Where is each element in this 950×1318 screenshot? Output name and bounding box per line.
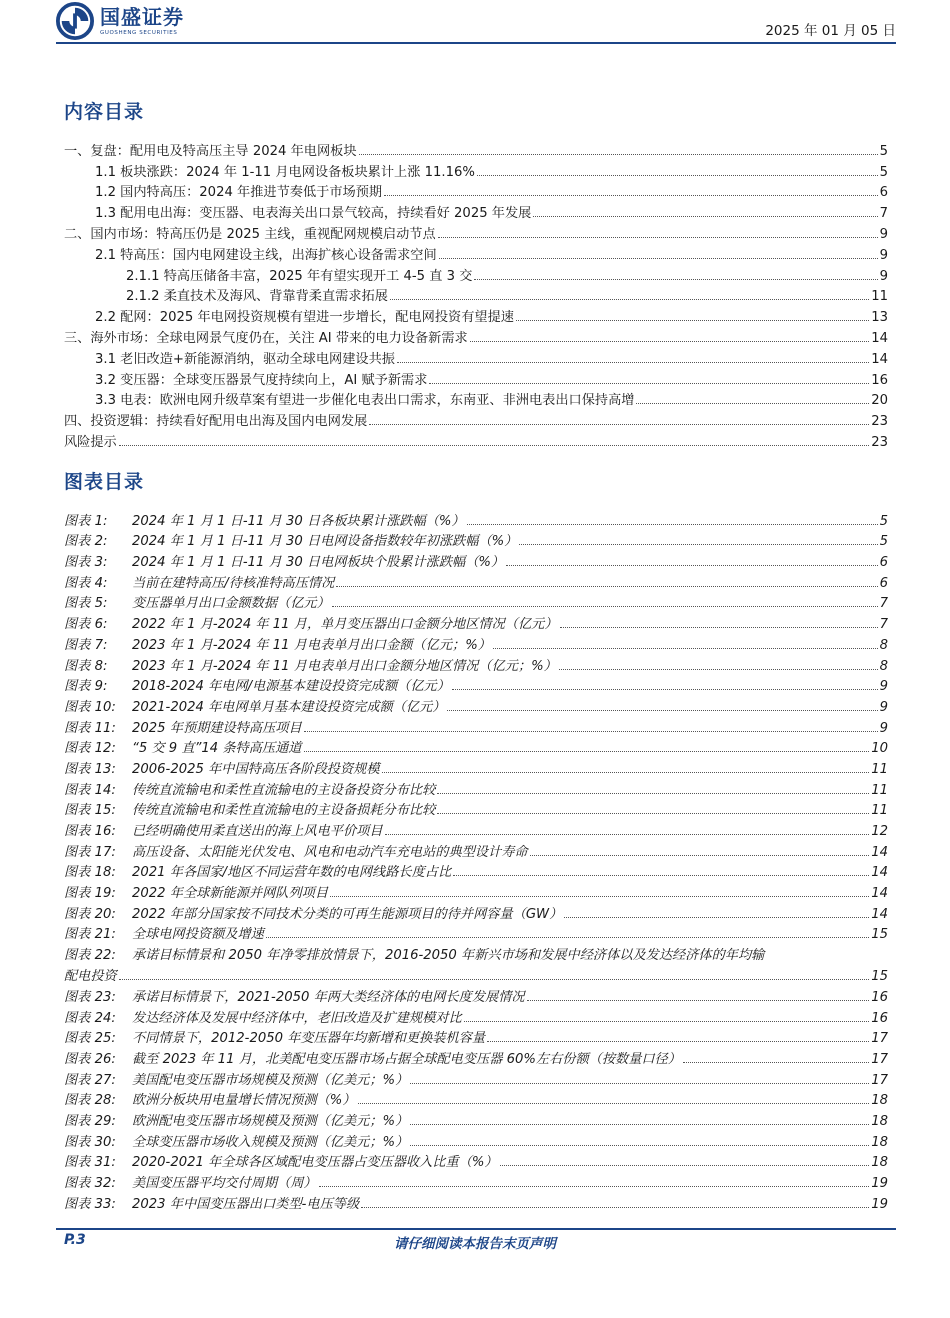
dot-leader (390, 299, 869, 300)
toc-entry-text: 2.1.2 柔直技术及海风、背靠背柔直需求拓展 (126, 289, 388, 305)
figure-entry-text: “5 交 9 直”14 条特高压通道 (132, 741, 302, 757)
dot-leader (453, 875, 869, 876)
figure-entry-text: 传统直流输电和柔性直流输电的主设备投资分布比较 (132, 782, 436, 798)
figure-entry[interactable] (64, 1108, 888, 1129)
toc-entry-page: 20 (871, 393, 888, 409)
toc-entry-text: 二、国内市场：特高压仍是 2025 主线，重视配网规模启动节点 (64, 226, 436, 242)
figure-entry-page: 5 (879, 534, 888, 550)
dot-leader (464, 1021, 870, 1022)
figure-entry-label: 图表 2: (64, 534, 108, 550)
figure-entry-page: 8 (879, 658, 888, 674)
figure-entry[interactable] (64, 880, 888, 901)
figure-entry-text: 2025 年预期建设特高压项目 (132, 720, 302, 736)
dot-leader (506, 565, 878, 566)
figure-entry-text: 全球变压器市场收入规模及预测（亿美元；%） (132, 1134, 409, 1150)
figure-entry-text: 全球电网投资额及增速 (132, 927, 264, 943)
figure-entry-page: 11 (871, 803, 888, 819)
figure-entry-label: 图表 14: (64, 782, 116, 798)
figure-entry-page: 18 (871, 1134, 888, 1150)
figure-entry-text: 2023 年 1 月-2024 年 11 月电表单月出口金额（亿元；%） (132, 637, 491, 653)
header-divider (56, 42, 896, 44)
figure-entry-text: 2023 年中国变压器出口类型-电压等级 (132, 1196, 360, 1212)
figure-entry[interactable] (64, 653, 888, 674)
dot-leader (119, 445, 869, 446)
figure-entry-text: 2023 年 1 月-2024 年 11 月电表单月出口金额分地区情况（亿元；%） (132, 658, 557, 674)
figure-entry-page: 6 (879, 575, 888, 591)
dot-leader (410, 1145, 869, 1146)
figure-entry-text: 已经明确使用柔直送出的海上风电平价项目 (132, 824, 383, 839)
toc-entry-text: 一、复盘：配用电及特高压主导 2024 年电网板块 (64, 143, 357, 159)
figure-entry-page: 18 (871, 1093, 888, 1109)
toc-entry[interactable] (64, 138, 888, 159)
figure-entry-page: 18 (871, 1113, 888, 1129)
dot-leader (336, 586, 877, 587)
figure-entry[interactable] (64, 756, 888, 777)
figure-entry-page: 7 (879, 617, 888, 633)
figure-entry[interactable] (64, 839, 888, 860)
footer-divider (56, 1228, 896, 1230)
figure-entry-label: 图表 5: (64, 596, 108, 612)
figure-entry[interactable] (64, 1150, 888, 1171)
toc-entry-page: 9 (879, 268, 888, 284)
toc-entry-page: 7 (879, 206, 888, 222)
figure-entry-page: 14 (871, 906, 888, 922)
figure-entry-label: 图表 32: (64, 1176, 116, 1191)
logo-english-name: GUOSHENG SECURITIES (100, 30, 178, 36)
figure-entry-page: 10 (871, 741, 888, 757)
toc-entry-text: 1.2 国内特高压：2024 年推进节奏低于市场预期 (95, 185, 383, 201)
dot-leader (447, 710, 877, 711)
figure-entry-label: 图表 25: (64, 1031, 116, 1047)
toc-entry-text: 3.2 变压器：全球变压器景气度持续向上，AI 赋予新需求 (95, 372, 428, 388)
toc-entry-text: 2.2 配网：2025 年电网投资规模有望进一步增长，配电网投资有望提速 (95, 310, 514, 326)
figure-entry[interactable] (64, 1088, 888, 1109)
figure-entry-text: 2024 年 1 月 1 日-11 月 30 日电网设备指数较年初涨跌幅（%） (132, 534, 518, 550)
figure-entry[interactable] (64, 674, 888, 695)
toc-entry[interactable] (64, 367, 888, 388)
guosheng-logo-icon (56, 2, 94, 40)
figure-entry-text: 截至 2023 年 11 月，北美配电变压器市场占据全球配电变压器 60%左右份额（按数量口径） (132, 1051, 681, 1067)
dot-leader (452, 689, 878, 690)
figure-entry[interactable] (64, 529, 888, 550)
dot-leader (438, 237, 878, 238)
figure-entry-label: 图表 9: (64, 679, 108, 695)
figure-entry[interactable] (64, 694, 888, 715)
figure-entry-label: 图表 26: (64, 1051, 116, 1067)
page-header (56, 0, 896, 44)
dot-leader (119, 979, 869, 980)
dot-leader (397, 362, 869, 363)
figure-entry[interactable] (64, 1170, 888, 1191)
figure-entry-label: 图表 33: (64, 1196, 116, 1212)
dot-leader (410, 1083, 869, 1084)
figure-entry-label: 图表 23: (64, 989, 116, 1005)
dot-leader (358, 1103, 870, 1104)
toc-entry-page: 5 (879, 164, 888, 180)
figure-entry-label: 图表 30: (64, 1134, 116, 1150)
figure-entry-text: 2018-2024 年电网/电源基本建设投资完成额（亿元） (132, 679, 450, 695)
toc-entry-page: 14 (871, 351, 888, 367)
toc-entry[interactable] (64, 159, 888, 180)
figure-entry-text: 2024 年 1 月 1 日-11 月 30 日电网板块个股累计涨跌幅（%） (132, 555, 505, 571)
logo (56, 2, 184, 40)
figure-entry[interactable] (64, 508, 888, 529)
figure-entry[interactable] (64, 1129, 888, 1150)
page-number: P.3 (64, 1232, 86, 1248)
figure-entry[interactable] (64, 715, 888, 736)
figure-entry-page: 19 (871, 1176, 888, 1191)
figure-entry-page: 15 (871, 969, 888, 985)
dot-leader (467, 524, 878, 525)
figure-entry-page: 16 (871, 1010, 888, 1026)
report-date: 2025 年 01 月 05 日 (765, 23, 896, 39)
toc-entry-text: 3.1 老旧改造+新能源消纳，驱动全球电网建设共振 (95, 351, 395, 367)
figure-entry-text: 高压设备、太阳能光伏发电、风电和电动汽车充电站的典型设计寿命 (132, 844, 528, 860)
figure-entry[interactable] (64, 1026, 888, 1047)
figure-entry[interactable] (64, 1067, 888, 1088)
toc-entry-page: 6 (879, 185, 888, 201)
toc-entry-text: 3.3 电表：欧洲电网升级草案有望进一步催化电表出口需求，东南亚、非洲电表出口保持高增 (95, 393, 635, 409)
dot-leader (527, 1000, 870, 1001)
figure-list-title: 图表目录 (64, 471, 145, 493)
dot-leader (384, 195, 878, 196)
figure-entry-text: 承诺目标情景和 2050 年净零排放情景下，2016-2050 年新兴市场和发展中经济体以及发达经济体的年均输 (132, 948, 765, 964)
toc-entry-page: 11 (871, 289, 888, 305)
figure-entry-label: 图表 11: (64, 720, 116, 736)
figure-entry[interactable] (64, 1005, 888, 1026)
figure-entry-label: 图表 13: (64, 761, 116, 777)
dot-leader (564, 917, 869, 918)
toc-entry-text: 风险提示 (64, 434, 117, 450)
figure-entry-label: 图表 7: (64, 637, 108, 653)
toc-entry[interactable] (64, 325, 888, 346)
figure-entry-text: 2021 年各国家/地区不同运营年数的电网线路长度占比 (132, 865, 452, 881)
figure-entry-text-continued: 配电投资 (64, 969, 117, 985)
figure-entry[interactable] (64, 736, 888, 757)
figure-entry[interactable] (64, 549, 888, 570)
figure-entry[interactable] (64, 632, 888, 653)
figure-entry-text: 承诺目标情景下，2021-2050 年两大类经济体的电网长度发展情况 (132, 989, 525, 1005)
toc-entry-text: 2.1.1 特高压储备丰富，2025 年有望实现开工 4-5 直 3 交 (126, 268, 473, 284)
dot-leader (519, 544, 877, 545)
table-of-contents (64, 138, 888, 450)
toc-entry-text: 三、海外市场：全球电网景气度仍在，关注 AI 带来的电力设备新需求 (64, 330, 468, 346)
figure-entry-text: 2022 年全球新能源并网队列项目 (132, 886, 329, 902)
dot-leader (319, 1186, 870, 1187)
figure-entry-text: 2006-2025 年中国特高压各阶段投资规模 (132, 761, 380, 777)
figure-entry-label: 图表 20: (64, 906, 116, 922)
figure-entry-page: 5 (879, 513, 888, 529)
figure-entry-page: 9 (879, 699, 888, 715)
figure-entry-page: 9 (879, 679, 888, 695)
toc-entry[interactable] (64, 429, 888, 450)
dot-leader (332, 606, 878, 607)
dot-leader (516, 320, 869, 321)
toc-entry[interactable] (64, 180, 888, 201)
toc-entry[interactable] (64, 221, 888, 242)
dot-leader (385, 834, 870, 835)
dot-leader (560, 627, 878, 628)
dot-leader (533, 216, 877, 217)
dot-leader (359, 154, 878, 155)
figure-entry-label: 图表 12: (64, 741, 116, 757)
toc-entry[interactable] (64, 388, 888, 409)
figure-entry-text: 变压器单月出口金额数据（亿元） (132, 596, 330, 612)
figure-entry[interactable] (64, 860, 888, 881)
figure-entry-text: 2024 年 1 月 1 日-11 月 30 日各板块累计涨跌幅（%） (132, 513, 465, 529)
toc-entry-page: 9 (879, 226, 888, 242)
figure-entry-text: 传统直流输电和柔性直流输电的主设备损耗分布比较 (132, 803, 436, 819)
figure-entry-text: 2020-2021 年全球各区域配电变压器占变压器收入比重（%） (132, 1155, 498, 1171)
figure-entry-page: 6 (879, 555, 888, 571)
toc-entry[interactable] (64, 346, 888, 367)
figure-entry-page: 18 (871, 1155, 888, 1171)
figure-entry-label: 图表 31: (64, 1155, 116, 1171)
logo-chinese-name: 国盛证券 (100, 5, 184, 29)
figure-entry-label: 图表 19: (64, 886, 116, 902)
figure-entry-label: 图表 18: (64, 865, 116, 881)
dot-leader (500, 1165, 870, 1166)
figure-entry[interactable] (64, 798, 888, 819)
dot-leader (477, 175, 878, 176)
figure-entry[interactable] (64, 570, 888, 591)
figure-entry[interactable] (64, 777, 888, 798)
toc-entry-page: 5 (879, 143, 888, 159)
toc-entry[interactable] (64, 284, 888, 305)
figure-entry-label: 图表 29: (64, 1113, 116, 1129)
toc-entry-text: 1.1 板块涨跌：2024 年 1-11 月电网设备板块累计上涨 11.16% (95, 164, 475, 180)
toc-entry-page: 13 (871, 310, 888, 326)
dot-leader (369, 424, 869, 425)
dot-leader (487, 1041, 869, 1042)
figure-entry-page: 11 (871, 761, 888, 777)
dot-leader (429, 383, 869, 384)
figure-entry-text: 欧洲分板块用电量增长情况预测（%） (132, 1093, 356, 1109)
dot-leader (493, 648, 878, 649)
figure-entry[interactable] (64, 1191, 888, 1212)
figure-list (64, 508, 888, 1212)
figure-entry-page: 14 (871, 886, 888, 902)
figure-entry-text: 2021-2024 年电网单月基本建设投资完成额（亿元） (132, 699, 446, 715)
dot-leader (304, 751, 870, 752)
figure-entry-label: 图表 27: (64, 1072, 116, 1088)
figure-entry-label: 图表 8: (64, 658, 108, 674)
dot-leader (559, 669, 878, 670)
toc-title: 内容目录 (64, 101, 145, 123)
figure-entry-page: 9 (879, 720, 888, 736)
toc-entry-page: 23 (871, 434, 888, 450)
toc-entry[interactable] (64, 200, 888, 221)
toc-entry-text: 2.1 特高压：国内电网建设主线，出海扩核心设备需求空间 (95, 247, 437, 263)
figure-entry-text: 不同情景下，2012-2050 年变压器年均新增和更换装机容量 (132, 1031, 486, 1047)
figure-entry-text: 2022 年部分国家按不同技术分类的可再生能源项目的待并网容量（GW） (132, 906, 563, 922)
figure-entry-label: 图表 15: (64, 803, 116, 819)
dot-leader (474, 279, 877, 280)
disclaimer-note: 请仔细阅读本报告末页声明 (394, 1236, 556, 1252)
figure-entry-page: 15 (871, 927, 888, 943)
dot-leader (470, 341, 869, 342)
figure-entry-text: 欧洲配电变压器市场规模及预测（亿美元；%） (132, 1113, 409, 1129)
figure-entry-page: 17 (871, 1072, 888, 1088)
figure-entry-text: 2022 年 1 月-2024 年 11 月，单月变压器出口金额分地区情况（亿元） (132, 617, 558, 633)
dot-leader (437, 793, 869, 794)
figure-entry-page: 14 (871, 865, 888, 881)
figure-entry-label: 图表 10: (64, 699, 116, 715)
figure-entry-page: 16 (871, 989, 888, 1005)
dot-leader (304, 731, 878, 732)
dot-leader (330, 896, 869, 897)
figure-entry-label: 图表 16: (64, 824, 116, 839)
figure-entry[interactable] (64, 818, 888, 839)
toc-entry-page: 16 (871, 372, 888, 388)
toc-entry-page: 14 (871, 330, 888, 346)
figure-entry[interactable] (64, 922, 888, 943)
toc-entry[interactable] (64, 304, 888, 325)
figure-entry-label: 图表 24: (64, 1010, 116, 1026)
dot-leader (382, 772, 870, 773)
toc-entry[interactable] (64, 263, 888, 284)
toc-entry[interactable] (64, 408, 888, 429)
figure-entry-text: 发达经济体及发展中经济体中，老旧改造及扩建规模对比 (132, 1010, 462, 1026)
figure-entry-label: 图表 3: (64, 555, 108, 571)
figure-entry-page: 14 (871, 844, 888, 860)
dot-leader (266, 937, 869, 938)
toc-entry-page: 23 (871, 414, 888, 430)
figure-entry[interactable] (64, 611, 888, 632)
dot-leader (437, 813, 869, 814)
figure-entry[interactable] (64, 1046, 888, 1067)
figure-entry[interactable] (64, 901, 888, 922)
dot-leader (439, 258, 878, 259)
toc-entry-page: 9 (879, 247, 888, 263)
figure-entry-label: 图表 28: (64, 1093, 116, 1109)
figure-entry-page: 12 (871, 824, 888, 839)
figure-entry-text: 美国变压器平均交付周期（周） (132, 1176, 317, 1191)
dot-leader (683, 1062, 869, 1063)
figure-entry-label: 图表 6: (64, 617, 108, 633)
figure-entry-label: 图表 21: (64, 927, 116, 943)
figure-entry-page: 7 (879, 596, 888, 612)
figure-entry[interactable] (64, 942, 888, 984)
figure-entry-label: 图表 22: (64, 948, 116, 964)
toc-entry[interactable] (64, 242, 888, 263)
figure-entry-page: 17 (871, 1031, 888, 1047)
figure-entry-page: 11 (871, 782, 888, 798)
toc-entry-text: 四、投资逻辑：持续看好配用电出海及国内电网发展 (64, 414, 368, 430)
dot-leader (361, 1207, 869, 1208)
figure-entry-page: 19 (871, 1196, 888, 1212)
dot-leader (410, 1124, 869, 1125)
toc-entry-text: 1.3 配用电出海：变压器、电表海关出口景气较高，持续看好 2025 年发展 (95, 206, 532, 222)
figure-entry-label: 图表 4: (64, 575, 108, 591)
figure-entry-label: 图表 1: (64, 513, 108, 529)
figure-entry[interactable] (64, 591, 888, 612)
figure-entry-text: 当前在建特高压/待核准特高压情况 (132, 575, 335, 591)
figure-entry-label: 图表 17: (64, 844, 116, 860)
dot-leader (636, 403, 869, 404)
figure-entry-page: 8 (879, 637, 888, 653)
figure-entry[interactable] (64, 984, 888, 1005)
figure-entry-page: 17 (871, 1051, 888, 1067)
figure-entry-text: 美国配电变压器市场规模及预测（亿美元；%） (132, 1072, 409, 1088)
dot-leader (530, 855, 870, 856)
